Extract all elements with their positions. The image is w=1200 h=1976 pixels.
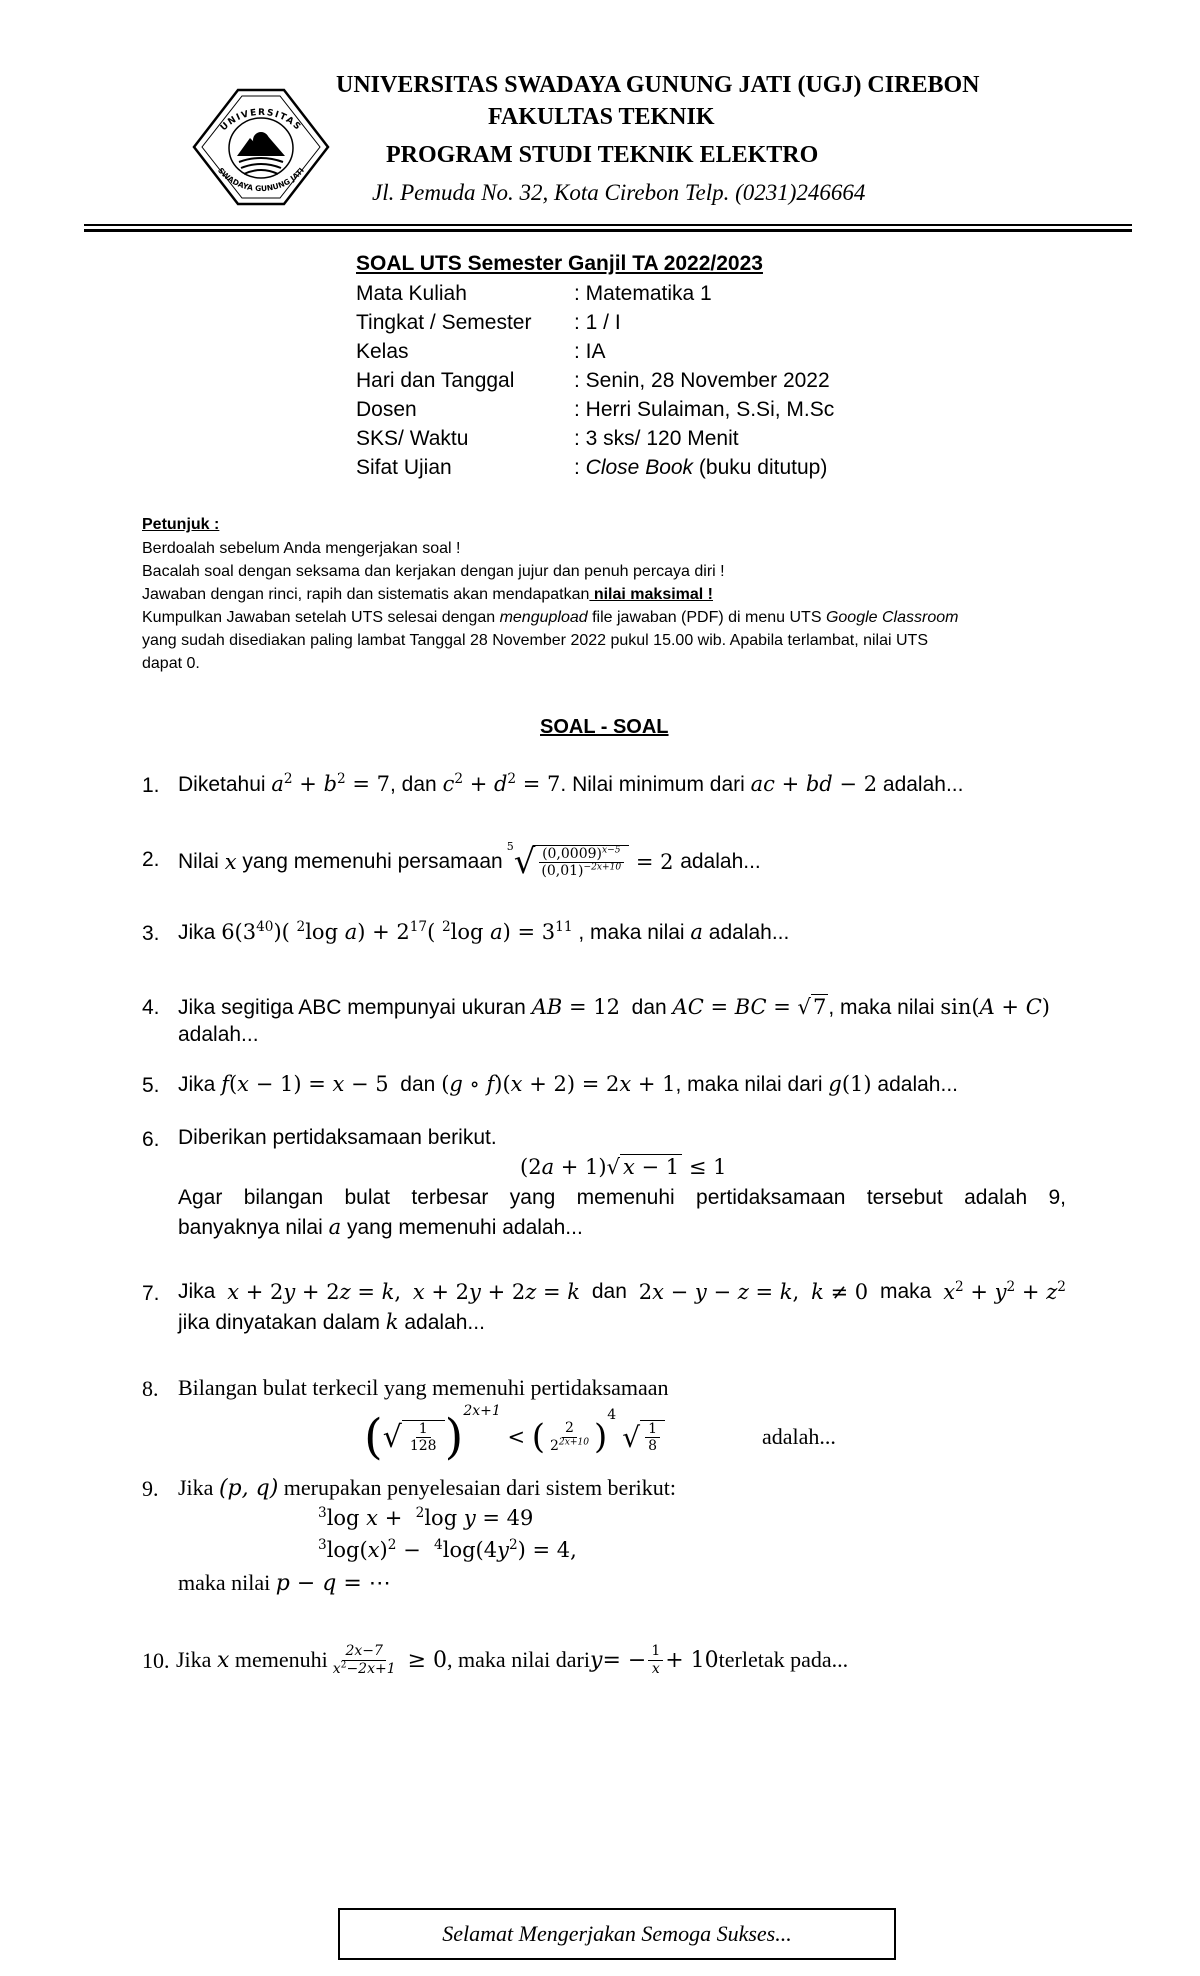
question-1: Diketahui $a^2 + b^2 = 7$, dan $c^2 + d^2 = 7$. Nilai minimum dari ac + bd − 2 adalah... bbox=[178, 771, 964, 796]
question-number: 4. bbox=[142, 996, 160, 1019]
info-value: : 1 / I bbox=[574, 311, 621, 334]
question-6-cont: Agar bilangan bulat terbesar yang memenuhi pertidaksamaan tersebut adalah 9, bbox=[178, 1186, 1066, 1209]
question-8-suffix: adalah... bbox=[762, 1424, 836, 1449]
instruction-line: Kumpulkan Jawaban setelah UTS selesai dengan mengupload file jawaban (PDF) di menu UTS Google Classroom bbox=[142, 609, 959, 626]
instruction-line: Berdoalah sebelum Anda mengerjakan soal ! bbox=[142, 540, 461, 557]
info-label: SKS/ Waktu bbox=[356, 427, 469, 450]
info-label: Dosen bbox=[356, 398, 417, 421]
info-value: : IA bbox=[574, 340, 606, 363]
question-6-cont2: banyaknya nilai a yang memenuhi adalah... bbox=[178, 1215, 583, 1239]
info-label: Sifat Ujian bbox=[356, 456, 452, 479]
faculty-name: FAKULTAS TEKNIK bbox=[488, 104, 715, 130]
question-9-cont: maka nilai p − q = ⋯ bbox=[178, 1570, 391, 1596]
logo-text-bottom: SWADAYA GUNUNG JATI bbox=[216, 165, 306, 194]
header-divider-thick bbox=[84, 229, 1132, 232]
instruction-line: Jawaban dengan rinci, rapih dan sistematis akan mendapatkan nilai maksimal ! bbox=[142, 586, 713, 603]
question-4-cont: adalah... bbox=[178, 1023, 259, 1046]
question-number: 3. bbox=[142, 922, 160, 945]
info-value: : Close Book (buku ditutup) bbox=[574, 456, 828, 479]
question-9-eq2: $^3\log(x)^2 - ^4\log(4y^2) = 4$, bbox=[318, 1537, 577, 1562]
question-number: 2. bbox=[142, 848, 160, 871]
question-9: Jika (p, q) merupakan penyelesaian dari sistem berikut: bbox=[178, 1475, 676, 1501]
question-8-inequality: ( √ $\frac{1}{128}$ ) $^{2x+1}$ < ( $\frac{2}{2^{2x+10}}$ ) $^4$ √ $\frac{1}{8}$ bbox=[364, 1404, 665, 1470]
question-7-cont: jika dinyatakan dalam k adalah... bbox=[178, 1310, 485, 1334]
university-logo bbox=[192, 88, 330, 206]
question-8: Bilangan bulat terkecil yang memenuhi pertidaksamaan bbox=[178, 1375, 669, 1400]
logo-text-top: UNIVERSITAS bbox=[218, 107, 304, 134]
program-name: PROGRAM STUDI TEKNIK ELEKTRO bbox=[386, 142, 819, 168]
question-number: 6. bbox=[142, 1128, 160, 1151]
question-5: Jika f(x − 1) = x − 5 dan (g ∘ f)(x + 2) = 2x + 1, maka nilai dari g(1) adalah... bbox=[178, 1072, 958, 1096]
question-number: 7. bbox=[142, 1282, 160, 1305]
svg-text:UNIVERSITAS bbox=[219, 108, 303, 133]
instruction-line: Bacalah soal dengan seksama dan kerjakan dengan jujur dan penuh percaya diri ! bbox=[142, 563, 725, 580]
question-2: Nilai x yang memenuhi persamaan 5 √ $\frac{(0,0009)^{x-5}}{(0,01)^{-2x+10}}$ = 2 adalah... bbox=[178, 840, 761, 882]
info-value: : Matematika 1 bbox=[574, 282, 712, 305]
info-value: : 3 sks/ 120 Menit bbox=[574, 427, 739, 450]
questions-title: SOAL - SOAL bbox=[540, 716, 669, 738]
question-3: Jika $6(3^{40})$( $^2$log $a) + 2^{17}$( $^2$log $a) = 3^{11}$ , maka nilai a adalah... bbox=[178, 919, 790, 944]
question-number: 10. bbox=[142, 1648, 170, 1673]
instruction-line: yang sudah disediakan paling lambat Tanggal 28 November 2022 pukul 15.00 wib. Apabila terlambat, nilai UTS bbox=[142, 632, 928, 649]
footer-message: Selamat Mengerjakan Semoga Sukses... bbox=[338, 1908, 896, 1960]
address: Jl. Pemuda No. 32, Kota Cirebon Telp. (0231)246664 bbox=[372, 180, 866, 205]
question-number: 1. bbox=[142, 774, 160, 797]
question-6-inequality: (2a + 1)√ x − 1 ≤ 1 bbox=[520, 1155, 727, 1179]
question-6: Diberikan pertidaksamaan berikut. bbox=[178, 1126, 497, 1149]
instructions-title: Petunjuk : bbox=[142, 516, 220, 533]
info-value: : Senin, 28 November 2022 bbox=[574, 369, 830, 392]
question-9-eq1: $^3$log x + $^2$log y = 49 bbox=[318, 1505, 534, 1530]
instruction-line: dapat 0. bbox=[142, 655, 200, 672]
info-label: Mata Kuliah bbox=[356, 282, 467, 305]
university-name: UNIVERSITAS SWADAYA GUNUNG JATI (UGJ) CIREBON bbox=[336, 72, 980, 98]
question-number: 9. bbox=[142, 1476, 159, 1501]
header-divider bbox=[84, 224, 1132, 226]
question-7: Jika x + 2y + 2z = k, x + 2y + 2z = k dan 2x − y − z = k, k ≠ 0 maka $x^2 + y^2 + z^2$ bbox=[178, 1279, 1066, 1304]
info-label: Tingkat / Semester bbox=[356, 311, 532, 334]
question-4: Jika segitiga ABC mempunyai ukuran AB = 12 dan AC = BC = √7, maka nilai sin(A + C) bbox=[178, 995, 1050, 1019]
question-10: Jika x memenuhi $\frac{2x-7}{x^2-2x+1}$ ≥ 0 , maka nilai dari y = − $\frac{1}{x}$ + 10 terletak pada... bbox=[176, 1643, 849, 1677]
info-value: : Herri Sulaiman, S.Si, M.Sc bbox=[574, 398, 835, 421]
question-number: 5. bbox=[142, 1074, 160, 1097]
info-label: Kelas bbox=[356, 340, 409, 363]
exam-title: SOAL UTS Semester Ganjil TA 2022/2023 bbox=[356, 252, 763, 275]
question-number: 8. bbox=[142, 1376, 159, 1401]
info-label: Hari dan Tanggal bbox=[356, 369, 515, 392]
